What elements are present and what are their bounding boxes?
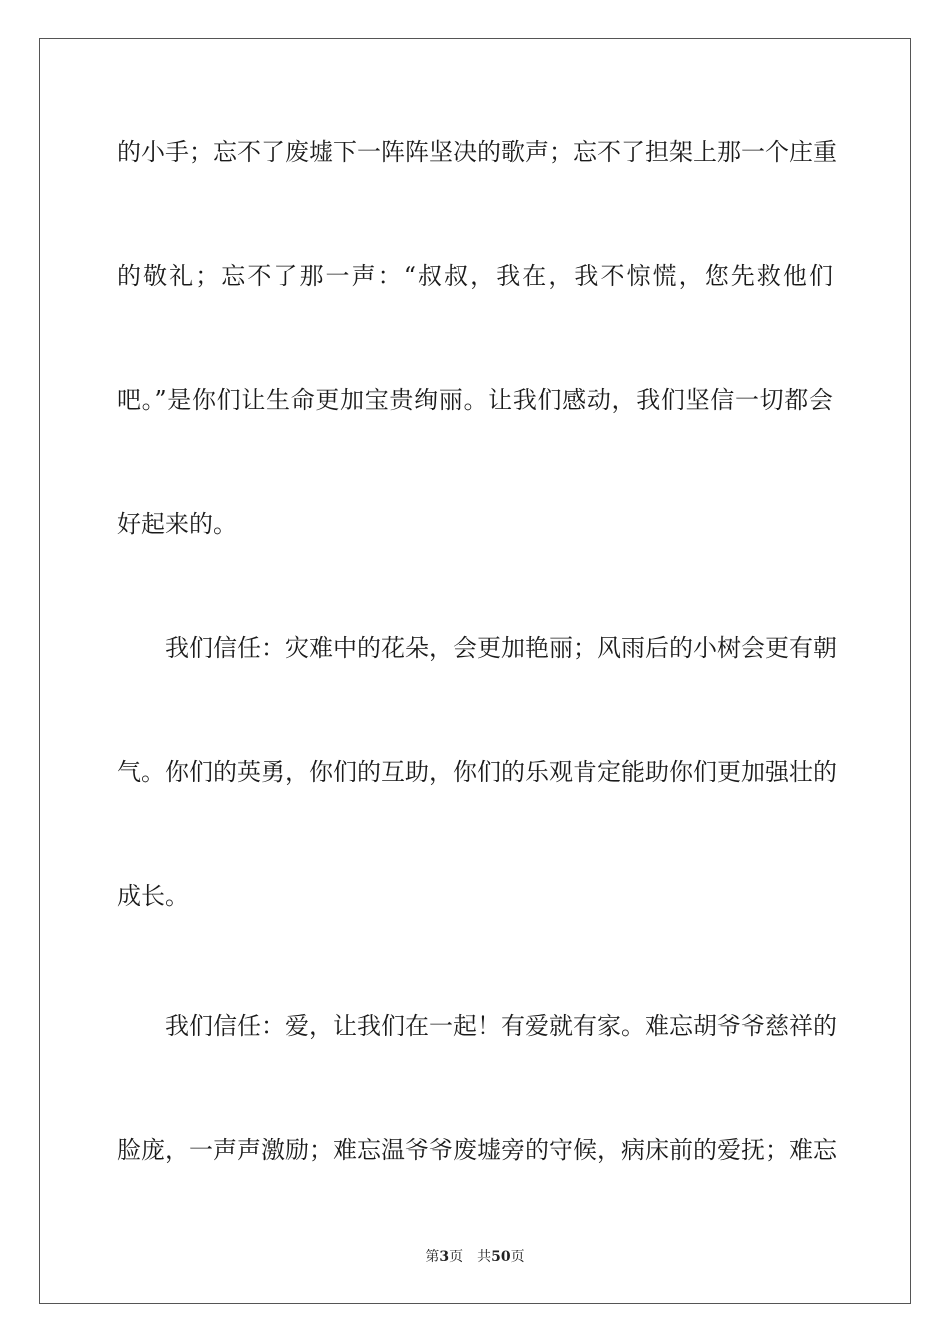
page-prefix: 第 [425, 1249, 440, 1265]
text-line-5: 我们信任：灾难中的花朵，会更加艳丽；风雨后的小树会更有朝 [117, 634, 837, 662]
page-frame [39, 38, 911, 1304]
page-number: 3 [439, 1249, 450, 1265]
text-line-6: 气。你们的英勇，你们的互助，你们的乐观肯定能助你们更加强壮的 [117, 758, 837, 786]
page-footer [0, 1248, 950, 1266]
text-line-7: 成长。 [117, 882, 189, 910]
text-line-2: 的敬礼；忘不了那一声：“叔叔，我在，我不惊慌，您先救他们 [117, 262, 833, 290]
text-line-4: 好起来的。 [117, 510, 237, 538]
total-prefix: 共 [477, 1249, 492, 1265]
total-suffix: 页 [510, 1249, 525, 1265]
text-line-9: 脸庞，一声声激励；难忘温爷爷废墟旁的守候，病床前的爱抚；难忘 [117, 1136, 837, 1164]
page-suffix: 页 [449, 1249, 464, 1265]
total-pages: 50 [491, 1249, 511, 1265]
text-line-1: 的小手；忘不了废墟下一阵阵坚决的歌声；忘不了担架上那一个庄重 [117, 138, 837, 166]
text-line-3: 吧。”是你们让生命更加宝贵绚丽。让我们感动，我们坚信一切都会 [117, 386, 833, 414]
text-line-8: 我们信任：爱，让我们在一起！有爱就有家。难忘胡爷爷慈祥的 [117, 1012, 837, 1040]
